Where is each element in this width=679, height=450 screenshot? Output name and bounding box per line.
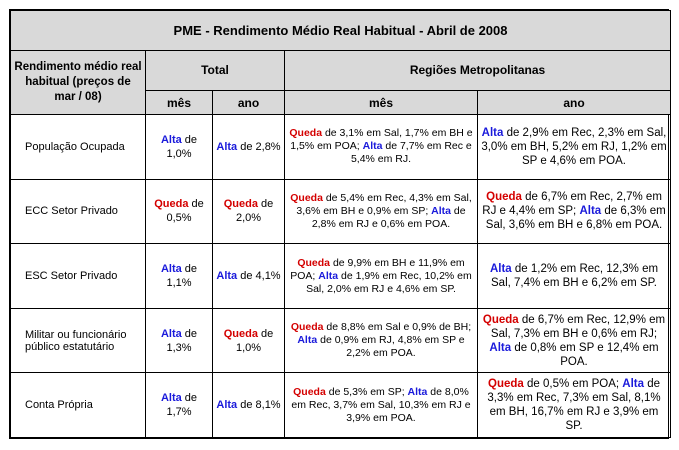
row-label-header: Rendimento médio real habitual (preços de mar / 08) — [11, 50, 146, 115]
regions-ano-header: ano — [478, 91, 671, 115]
alta-word: Alta — [489, 341, 512, 354]
cell-text: de 1,2% em Rec, 12,3% em Sal, 7,4% em BH e 6,2% em SP. — [491, 263, 659, 290]
cell-text: de 1,0% — [235, 327, 274, 354]
regions-ano-cell — [478, 373, 671, 438]
total-mes-header: mês — [146, 91, 213, 115]
cell-text: de 5,3% em SP; — [325, 385, 408, 398]
queda-word: Queda — [293, 385, 326, 398]
alta-word: Alta — [160, 263, 182, 276]
cell-text: de 0,9% em RJ, 4,8% em SP e 2,2% em POA. — [317, 334, 465, 360]
row-label: ESC Setor Privado — [11, 244, 146, 309]
alta-word: Alta — [481, 126, 504, 139]
queda-word: Queda — [482, 313, 519, 326]
cell-text: de 1,0% — [166, 133, 198, 160]
cell-text: de 2,8% em RJ e 0,6% em POA. — [311, 204, 466, 230]
cell-text: de 2,9% em Rec, 2,3% em Sal, 3,0% em BH, 5,2% em RJ, 1,2% em SP e 4,6% em POA. — [481, 126, 667, 167]
regions-mes-cell — [285, 373, 478, 438]
row-label: População Ocupada — [11, 115, 146, 180]
cell-text: de 5,4% em Rec, 4,3% em Sal, 3,6% em BH e 0,9% em SP; — [296, 191, 472, 217]
table-row — [11, 308, 671, 373]
alta-word: Alta — [297, 334, 318, 347]
table-body — [11, 115, 671, 438]
total-ano-cell — [213, 373, 285, 438]
alta-word: Alta — [622, 378, 644, 391]
regions-mes-cell — [285, 308, 478, 373]
regions-mes-cell — [285, 115, 478, 180]
alta-word: Alta — [407, 385, 428, 398]
queda-word: Queda — [154, 198, 189, 211]
cell-text: de 0,8% em SP e 12,4% em POA. — [511, 341, 659, 368]
alta-word: Alta — [160, 327, 182, 340]
cell-text: de 9,9% em BH e 11,9% em POA; — [290, 256, 465, 282]
alta-word: Alta — [489, 263, 512, 276]
total-ano-cell — [213, 308, 285, 373]
queda-word: Queda — [290, 191, 323, 204]
cell-text: de 8,1% — [237, 399, 281, 412]
queda-word: Queda — [297, 256, 331, 269]
total-ano-cell — [213, 244, 285, 309]
alta-word: Alta — [216, 140, 238, 153]
cell-text: de 6,7% em Rec, 2,7% em RJ e 4,4% em SP; — [482, 191, 662, 218]
row-label: Militar ou funcionário público estatutário — [11, 308, 146, 373]
table-title: PME - Rendimento Médio Real Habitual - Abril de 2008 — [11, 11, 671, 51]
data-table-frame — [9, 9, 669, 439]
cell-text: de 2,8% — [237, 140, 281, 153]
table-row — [11, 373, 671, 438]
cell-text: de 8,0% em Rec, 3,7% em Sal, 10,3% em RJ e 3,9% em POA. — [291, 385, 471, 424]
alta-word: Alta — [579, 205, 602, 218]
alta-word: Alta — [362, 140, 383, 153]
cell-text: de 0,5% — [166, 198, 204, 225]
queda-word: Queda — [223, 198, 258, 211]
row-label: ECC Setor Privado — [11, 179, 146, 244]
regions-ano-cell — [478, 244, 671, 309]
cell-text: de 8,8% em Sal e 0,9% de BH; — [323, 321, 472, 334]
total-mes-cell — [146, 308, 213, 373]
table-row — [11, 115, 671, 180]
cell-text: de 1,1% — [166, 263, 198, 290]
total-ano-cell — [213, 179, 285, 244]
alta-word: Alta — [216, 399, 238, 412]
queda-word: Queda — [488, 378, 524, 391]
alta-word: Alta — [431, 204, 452, 217]
cell-text: de 6,3% em Sal, 3,6% em BH e 6,8% em POA. — [485, 205, 666, 232]
regions-mes-header: mês — [285, 91, 478, 115]
total-group-header: Total — [146, 50, 285, 91]
alta-word: Alta — [216, 270, 238, 283]
cell-text: de 1,3% — [166, 327, 198, 354]
total-mes-cell — [146, 244, 213, 309]
cell-text: de 3,3% em Rec, 7,3% em Sal, 8,1% em BH, 16,7% em RJ e 3,9% em SP. — [487, 378, 661, 433]
cell-text: de 4,1% — [237, 270, 281, 283]
cell-text: de 1,9% em Rec, 10,2% em Sal, 2,0% em RJ e 4,6% em SP. — [306, 269, 472, 295]
row-label: Conta Própria — [11, 373, 146, 438]
cell-text: de 7,7% em Rec e 5,4% em RJ. — [350, 140, 472, 166]
alta-word: Alta — [160, 133, 182, 146]
queda-word: Queda — [290, 321, 324, 334]
total-mes-cell — [146, 179, 213, 244]
queda-word: Queda — [486, 191, 522, 204]
cell-text: de 1,7% — [166, 392, 198, 419]
regions-group-header: Regiões Metropolitanas — [285, 50, 671, 91]
alta-word: Alta — [160, 392, 182, 405]
cell-text: de 3,1% em Sal, 1,7% em BH e 1,5% em POA; — [290, 127, 473, 153]
alta-word: Alta — [318, 269, 339, 282]
pme-table — [10, 10, 671, 438]
total-mes-cell — [146, 373, 213, 438]
regions-mes-cell — [285, 244, 478, 309]
regions-ano-cell — [478, 308, 671, 373]
total-ano-cell — [213, 115, 285, 180]
total-ano-header: ano — [213, 91, 285, 115]
regions-mes-cell — [285, 179, 478, 244]
total-mes-cell — [146, 115, 213, 180]
queda-word: Queda — [289, 127, 323, 140]
table-row — [11, 244, 671, 309]
cell-text: de 2,0% — [235, 198, 274, 225]
table-row — [11, 179, 671, 244]
regions-ano-cell — [478, 179, 671, 244]
regions-ano-cell — [478, 115, 671, 180]
cell-text: de 6,7% em Rec, 12,9% em Sal, 7,3% em BH e 0,6% em RJ; — [490, 313, 666, 340]
queda-word: Queda — [223, 327, 258, 340]
cell-text: de 0,5% em POA; — [523, 378, 623, 391]
